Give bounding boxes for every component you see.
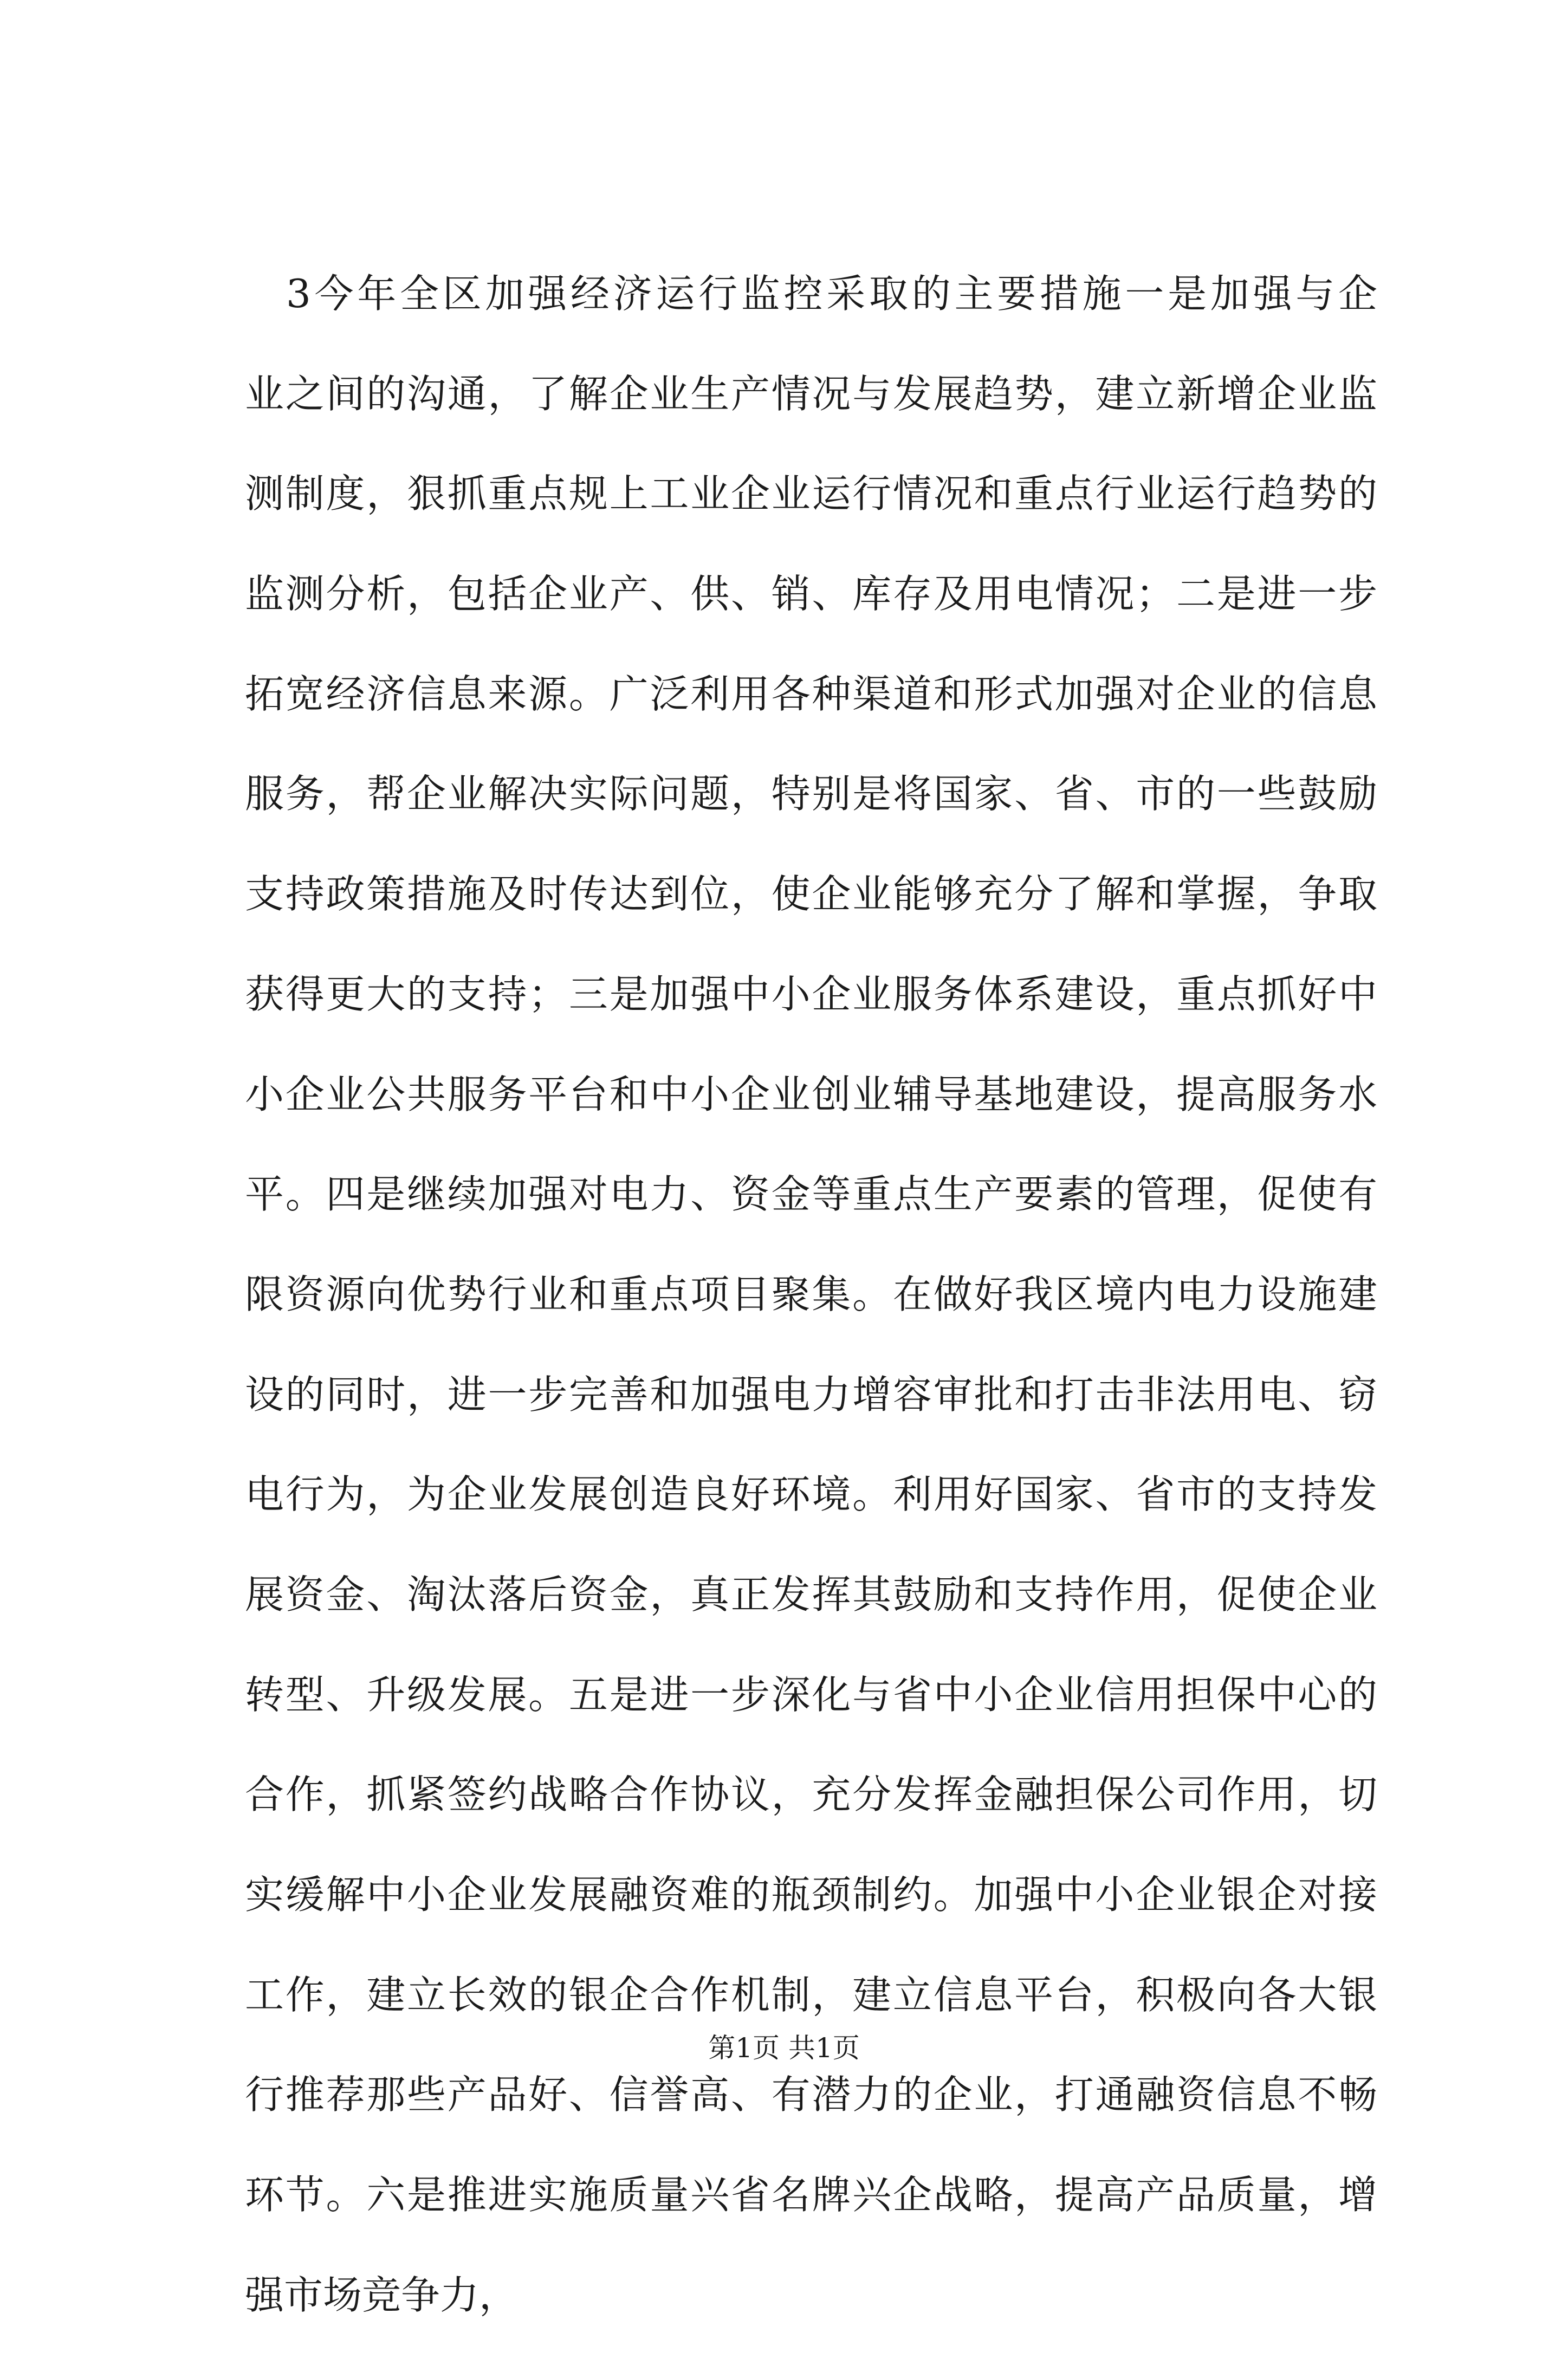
text-line: 转型、升级发展。五是进一步深化与省中小企业信用担保中心的	[245, 1671, 1377, 1718]
page-number-footer: 第1页 共1页	[708, 2032, 860, 2064]
text-line: 支持政策措施及时传达到位，使企业能够充分了解和掌握，争取	[245, 871, 1377, 917]
text-line: 拓宽经济信息来源。广泛利用各种渠道和形式加强对企业的信息	[245, 671, 1377, 717]
text-line: 电行为，为企业发展创造良好环境。利用好国家、省市的支持发	[245, 1472, 1377, 1518]
text-line: 获得更大的支持；三是加强中小企业服务体系建设，重点抓好中	[245, 971, 1377, 1017]
text-line: 限资源向优势行业和重点项目聚集。在做好我区境内电力设施建	[245, 1271, 1377, 1317]
text-line: 实缓解中小企业发展融资难的瓶颈制约。加强中小企业银企对接	[245, 1872, 1377, 1917]
text-line: 小企业公共服务平台和中小企业创业辅导基地建设，提高服务水	[245, 1071, 1377, 1117]
text-line: 服务，帮企业解决实际问题，特别是将国家、省、市的一些鼓励	[245, 771, 1377, 817]
text-line: 监测分析，包括企业产、供、销、库存及用电情况；二是进一步	[245, 571, 1377, 617]
text-line: 工作，建立长效的银企合作机制，建立信息平台，积极向各大银	[245, 1972, 1377, 2018]
text-line: 测制度，狠抓重点规上工业企业运行情况和重点行业运行趋势的	[245, 471, 1377, 517]
text-line: 业之间的沟通，了解企业生产情况与发展趋势，建立新增企业监	[245, 371, 1377, 417]
text-line: 设的同时，进一步完善和加强电力增容审批和打击非法用电、窃	[245, 1371, 1377, 1417]
text-line: 强市场竞争力，	[245, 2272, 519, 2318]
text-line: 行推荐那些产品好、信誉高、有潜力的企业，打通融资信息不畅	[245, 2072, 1377, 2118]
text-line: 3今年全区加强经济运行监控采取的主要措施一是加强与企	[286, 271, 1377, 316]
text-line: 平。四是继续加强对电力、资金等重点生产要素的管理，促使有	[245, 1171, 1377, 1217]
text-line: 环节。六是推进实施质量兴省名牌兴企战略，提高产品质量，增	[245, 2172, 1377, 2218]
text-line: 合作，抓紧签约战略合作协议，充分发挥金融担保公司作用，切	[245, 1772, 1377, 1818]
text-line: 展资金、淘汰落后资金，真正发挥其鼓励和支持作用，促使企业	[245, 1571, 1377, 1617]
